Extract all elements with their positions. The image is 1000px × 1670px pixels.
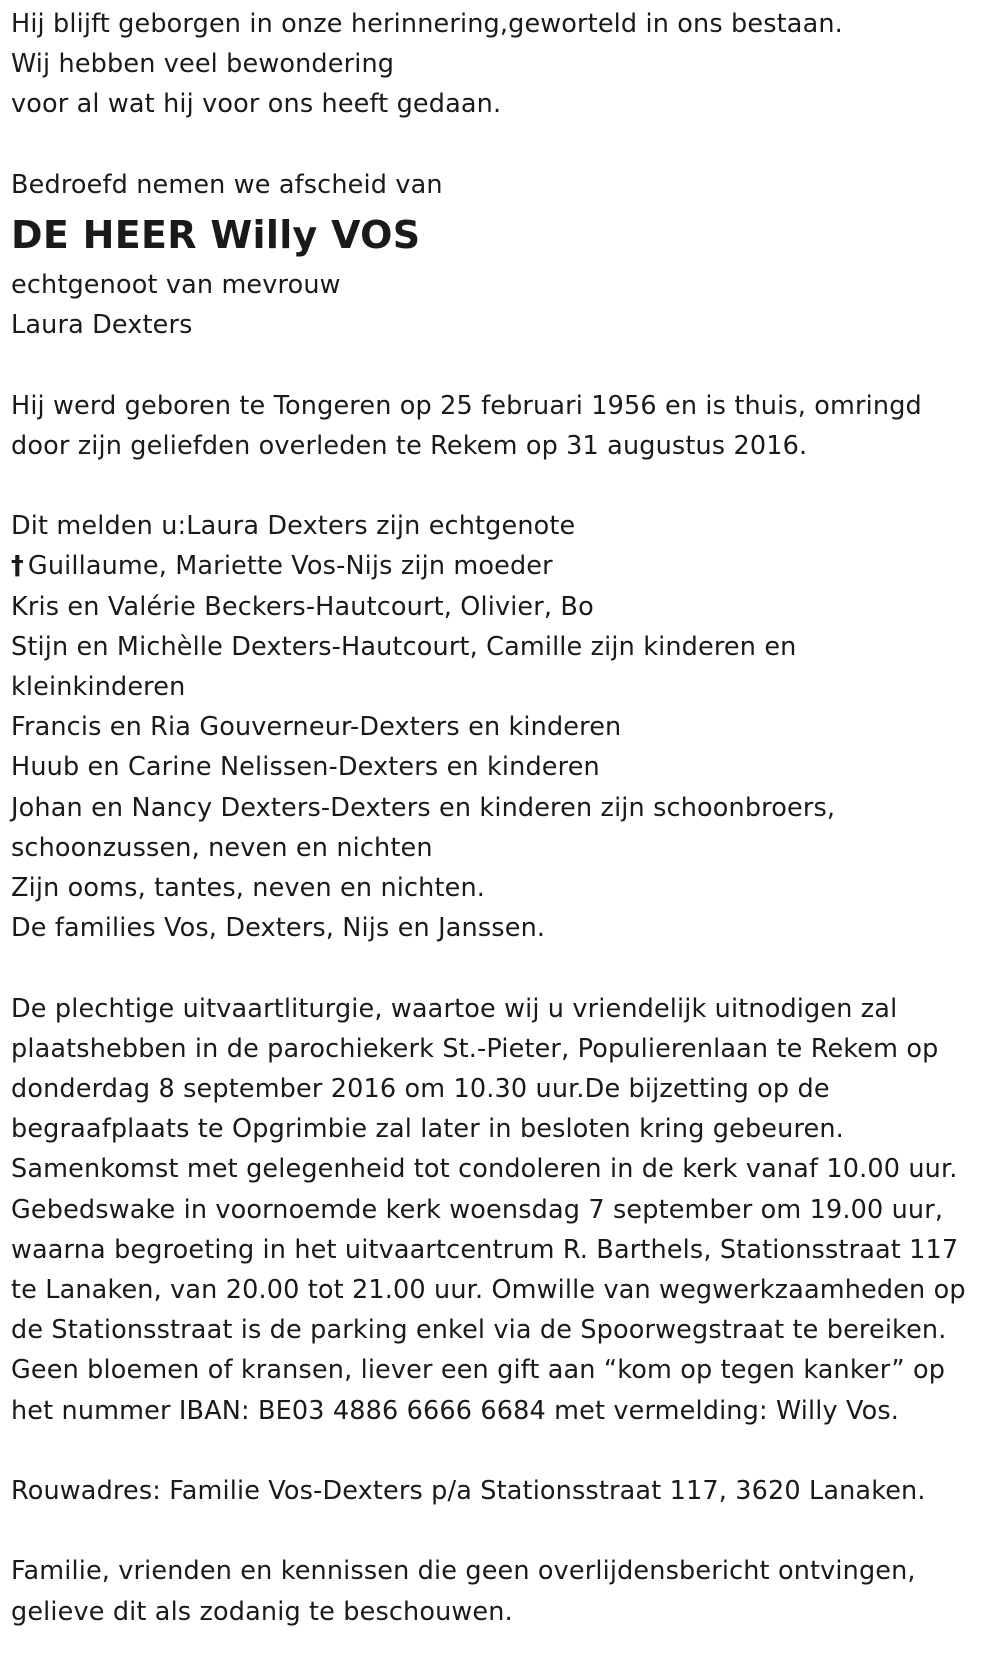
closing-line: Familie, vrienden en kennissen die geen overlijdensbericht ontvingen, <box>11 1556 916 1587</box>
funeral-line: de Stationsstraat is de parking enkel via de Spoorwegstraat te bereiken. <box>11 1315 947 1346</box>
poem-line: voor al wat hij voor ons heeft gedaan. <box>11 89 502 120</box>
family-line: Zijn ooms, tantes, neven en nichten. <box>11 873 486 904</box>
poem-line: Hij blijft geborgen in onze herinnering,geworteld in ons bestaan. <box>11 9 843 39</box>
family-line: Johan en Nancy Dexters-Dexters en kinderen zijn schoonbroers, <box>11 792 836 823</box>
family-block <box>11 506 991 948</box>
cross-icon: † <box>11 551 24 582</box>
funeral-line: Gebedswake in voornoemde kerk woensdag 7 september om 19.00 uur, <box>11 1194 944 1225</box>
family-line-deceased-father <box>11 546 991 586</box>
spacer <box>11 1431 991 1471</box>
spacer <box>11 345 991 385</box>
deceased-name: DE HEER Willy VOS <box>11 213 421 257</box>
poem-line: Wij hebben veel bewondering <box>11 49 395 80</box>
poem-block <box>11 4 991 125</box>
family-line: Kris en Valérie Beckers-Hautcourt, Olivier, Bo <box>11 591 594 622</box>
funeral-line: donderdag 8 september 2016 om 10.30 uur.De bijzetting op de <box>11 1074 830 1105</box>
funeral-line: Geen bloemen of kransen, liever een gift aan “kom op tegen kanker” op <box>11 1355 946 1386</box>
funeral-line: waarna begroeting in het uitvaartcentrum R. Barthels, Stationsstraat 117 <box>11 1234 959 1265</box>
closing-line: gelieve dit als zodanig te beschouwen. <box>11 1596 513 1627</box>
family-line-text: Guillaume, Mariette Vos-Nijs zijn moeder <box>27 551 553 582</box>
funeral-line: het nummer IBAN: BE03 4886 6666 6684 met vermelding: Willy Vos. <box>11 1395 900 1426</box>
closing-block <box>11 1551 991 1631</box>
intro-text: Bedroefd nemen we afscheid van <box>11 169 443 200</box>
spacer <box>11 125 991 165</box>
spouse-name: Laura Dexters <box>11 310 193 341</box>
spacer <box>11 948 991 988</box>
spacer <box>11 1511 991 1551</box>
funeral-line: te Lanaken, van 20.00 tot 21.00 uur. Omwille van wegwerkzaamheden op <box>11 1275 966 1306</box>
family-line: Stijn en Michèlle Dexters-Hautcourt, Camille zijn kinderen en <box>11 631 797 662</box>
family-line: Francis en Ria Gouverneur-Dexters en kinderen <box>11 712 622 743</box>
funeral-line: plaatshebben in de parochiekerk St.-Pieter, Populierenlaan te Rekem op <box>11 1033 939 1064</box>
family-line: Huub en Carine Nelissen-Dexters en kinderen <box>11 752 600 783</box>
birth-death-line: Hij werd geboren te Tongeren op 25 februari 1956 en is thuis, omringd <box>11 390 922 421</box>
funeral-block <box>11 989 991 1431</box>
funeral-line: begraafplaats te Opgrimbie zal later in besloten kring gebeuren. <box>11 1114 844 1145</box>
family-line: kleinkinderen <box>11 672 186 702</box>
funeral-line: De plechtige uitvaartliturgie, waartoe wij u vriendelijk uitnodigen zal <box>11 993 898 1024</box>
spacer <box>11 466 991 506</box>
family-line: Dit melden u:Laura Dexters zijn echtgenote <box>11 511 576 542</box>
family-line: schoonzussen, neven en nichten <box>11 832 433 863</box>
birth-death-block <box>11 386 991 466</box>
spouse-line: echtgenoot van mevrouw <box>11 270 341 300</box>
mourning-address: Rouwadres: Familie Vos-Dexters p/a Stationsstraat 117, 3620 Lanaken. <box>11 1476 926 1507</box>
birth-death-line: door zijn geliefden overleden te Rekem op 31 augustus 2016. <box>11 430 808 461</box>
funeral-line: Samenkomst met gelegenheid tot condoleren in de kerk vanaf 10.00 uur. <box>11 1154 958 1185</box>
family-line: De families Vos, Dexters, Nijs en Janssen. <box>11 913 546 944</box>
